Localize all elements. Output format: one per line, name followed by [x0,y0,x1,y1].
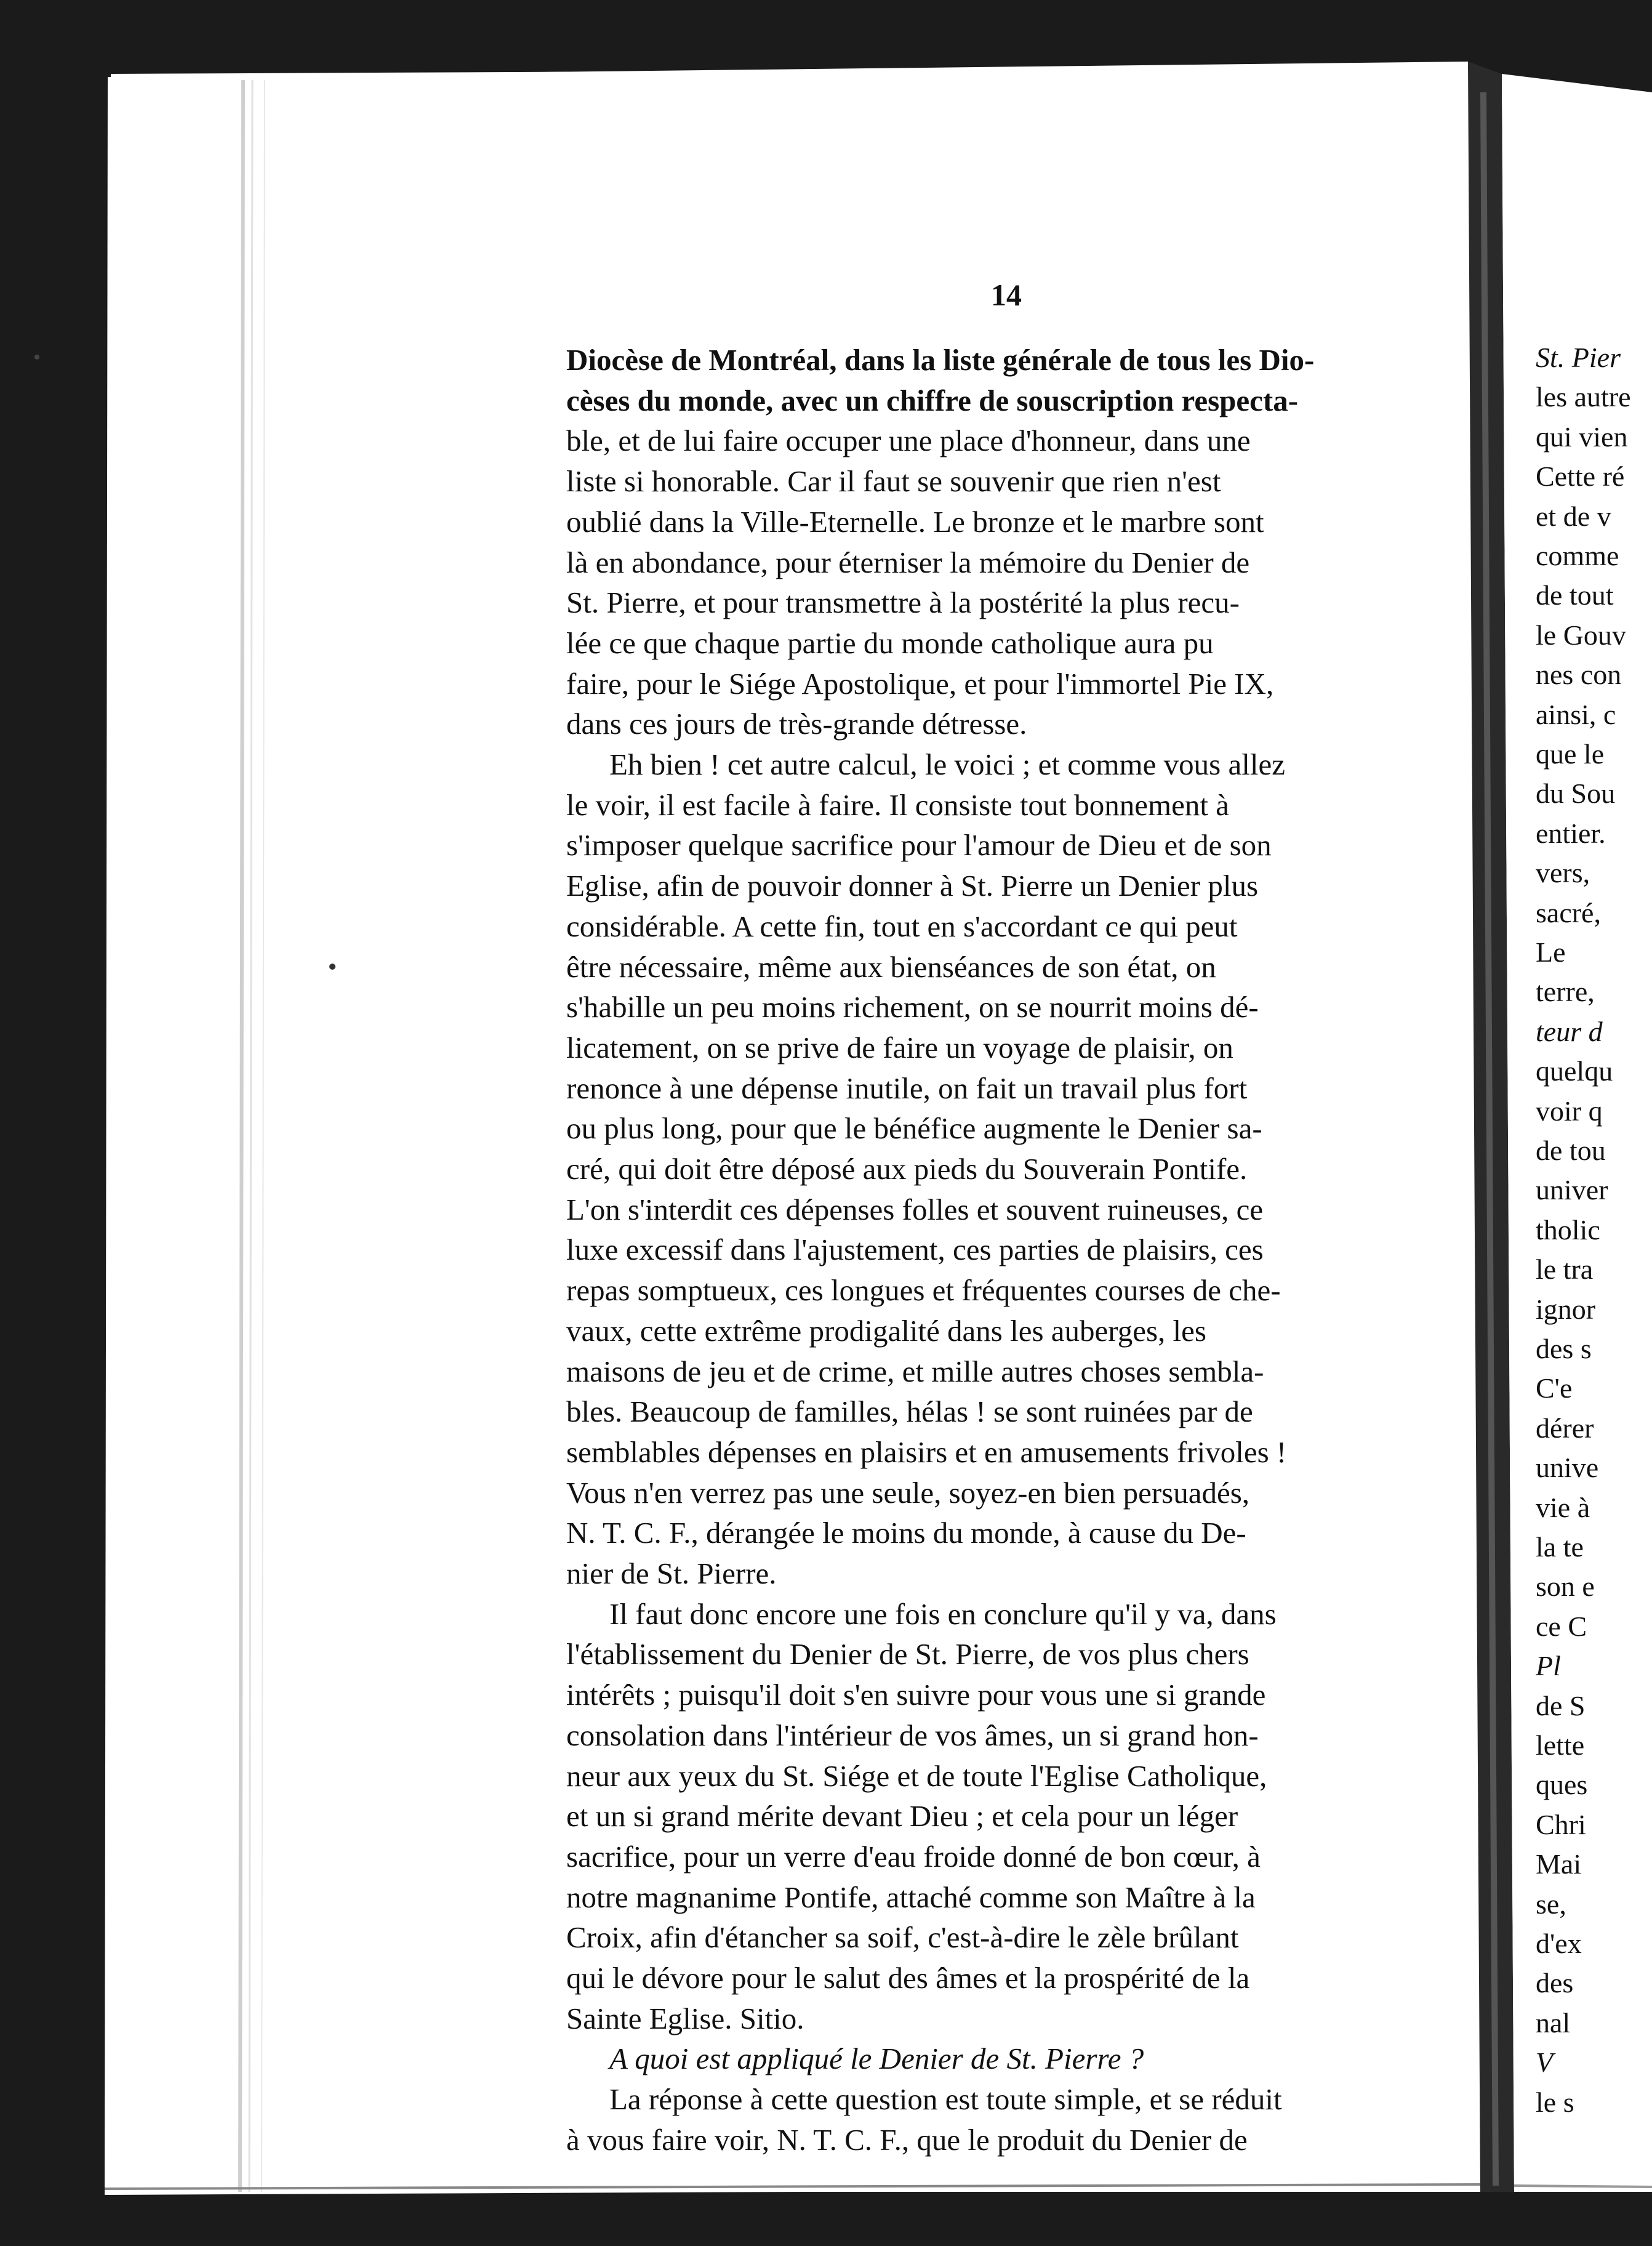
adjacent-text-line: les autre [1536,381,1631,413]
text-line: Il faut donc encore une fois en conclure qu'il y va, dans [609,1596,1277,1631]
text-line: St. Pierre, et pour transmettre à la postérité la plus recu- [566,586,1240,620]
text-line: licatement, on se prive de faire un voyage de plaisir, on [566,1030,1233,1065]
text-line: intérêts ; puisqu'il doit s'en suivre pour vous une si grande [566,1678,1266,1712]
adjacent-text-line: le tra [1536,1254,1594,1286]
adjacent-text-line: Cette ré [1536,461,1625,493]
adjacent-text-line: de tou [1536,1135,1606,1166]
text-line: vaux, cette extrême prodigalité dans les auberges, les [566,1313,1206,1348]
adjacent-text-line: entier. [1536,817,1606,849]
text-line: L'on s'interdit ces dépenses folles et souvent ruineuses, ce [566,1192,1264,1226]
text-line: là en abondance, pour éterniser la mémoire du Denier de [566,545,1250,579]
text-line: et un si grand mérite devant Dieu ; et cela pour un léger [566,1799,1238,1833]
adjacent-text-line: que le [1536,738,1605,770]
adjacent-text-line: dérer [1536,1412,1594,1444]
adjacent-text-line: unive [1536,1452,1599,1484]
text-line: cré, qui doit être déposé aux pieds du Souverain Pontife. [566,1152,1248,1186]
adjacent-text-line: teur d [1536,1015,1603,1047]
text-line: dans ces jours de très-grande détresse. [566,707,1027,741]
adjacent-text-line: vers, [1536,857,1590,889]
text-line: ou plus long, pour que le bénéfice augmente le Denier sa- [566,1111,1262,1146]
adjacent-text-line: univer [1536,1174,1608,1206]
text-line: semblables dépenses en plaisirs et en amusements frivoles ! [566,1435,1287,1469]
adjacent-text-line: d'ex [1536,1928,1582,1959]
adjacent-text-line: voir q [1536,1095,1603,1127]
text-line: qui le dévore pour le salut des âmes et la prospérité de la [566,1961,1250,1995]
adjacent-text-line: son e [1536,1571,1595,1603]
text-line: l'établissement du Denier de St. Pierre, de vos plus chers [566,1637,1249,1672]
text-line: lée ce que chaque partie du monde catholique aura pu [566,626,1214,660]
text-line: le voir, il est facile à faire. Il consiste tout bonnement à [566,787,1230,822]
text-line: Diocèse de Montréal, dans la liste générale de tous les Dio- [566,343,1315,377]
adjacent-text-line: ignor [1536,1293,1596,1325]
text-line: Eh bien ! cet autre calcul, le voici ; et comme vous allez [609,747,1285,781]
adjacent-text-line: C'e [1536,1372,1573,1404]
adjacent-text-line: le s [1536,2086,1574,2118]
text-line: bles. Beaucoup de familles, hélas ! se sont ruinées par de [566,1395,1253,1429]
adjacent-text-line: vie à [1536,1491,1590,1523]
text-line: Croix, afin d'étancher sa soif, c'est-à-dire le zèle brûlant [566,1920,1239,1955]
adjacent-text-line: ainsi, c [1536,698,1616,730]
adjacent-text-line: et de v [1536,500,1611,532]
adjacent-text-line: nal [1536,2007,1571,2039]
text-line: Sainte Eglise. Sitio. [566,2001,804,2035]
adjacent-text-line: Pl [1536,1650,1561,1682]
adjacent-text-line: ce C [1536,1610,1587,1642]
text-line: consolation dans l'intérieur de vos âmes, un si grand hon- [566,1718,1259,1752]
adjacent-text-line: nes con [1536,659,1622,691]
text-line: cèses du monde, avec un chiffre de souscription respecta- [566,383,1299,417]
adjacent-text-line: de tout [1536,579,1614,611]
adjacent-text-line: du Sou [1536,778,1616,810]
text-line: La réponse à cette question est toute simple, et se réduit [609,2082,1282,2117]
adjacent-text-line: ques [1536,1769,1588,1801]
adjacent-text-line: quelqu [1536,1055,1613,1087]
text-line: Vous n'en verrez pas une seule, soyez-en bien persuadés, [566,1475,1250,1510]
text-line: liste si honorable. Car il faut se souvenir que rien n'est [566,464,1221,499]
text-line: oublié dans la Ville-Eternelle. Le bronze et le marbre sont [566,504,1264,539]
adjacent-text-line: sacré, [1536,896,1601,928]
text-line: renonce à une dépense inutile, on fait un travail plus fort [566,1071,1248,1105]
text-line: neur aux yeux du St. Siége et de toute l'Eglise Catholique, [566,1758,1267,1793]
text-line: s'imposer quelque sacrifice pour l'amour de Dieu et de son [566,828,1272,863]
adjacent-text-line: terre, [1536,976,1595,1008]
page-number: 14 [991,278,1022,312]
adjacent-text-line: lette [1536,1729,1585,1761]
text-line: maisons de jeu et de crime, et mille autres choses sembla- [566,1354,1264,1388]
adjacent-text-line: qui vien [1536,421,1628,453]
text-line: luxe excessif dans l'ajustement, ces parties de plaisirs, ces [566,1233,1264,1267]
text-line: être nécessaire, même aux bienséances de son état, on [566,949,1216,984]
adjacent-text-line: V [1536,2047,1554,2079]
text-line: Eglise, afin de pouvoir donner à St. Pierre un Denier plus [566,869,1259,903]
adjacent-text-line: St. Pier [1536,342,1621,373]
adjacent-text-line: la te [1536,1531,1584,1563]
adjacent-text-line: le Gouv [1536,619,1626,651]
adjacent-text-line: Le [1536,936,1566,968]
text-line: considérable. A cette fin, tout en s'accordant ce qui peut [566,909,1238,943]
adjacent-text-line: Chri [1536,1808,1586,1840]
adjacent-text-line: des s [1536,1333,1592,1364]
text-line: sacrifice, pour un verre d'eau froide donné de bon cœur, à [566,1839,1261,1874]
text-line: faire, pour le Siége Apostolique, et pour l'immortel Pie IX, [566,666,1274,701]
text-line: repas somptueux, ces longues et fréquentes courses de che- [566,1273,1281,1308]
adjacent-text-line: se, [1536,1888,1566,1920]
adjacent-text-line: tholic [1536,1214,1600,1246]
adjacent-text-line: Mai [1536,1848,1582,1880]
text-line: A quoi est appliqué le Denier de St. Pierre ? [609,2042,1144,2076]
text-line: ble, et de lui faire occuper une place d'honneur, dans une [566,424,1251,458]
text-line: notre magnanime Pontife, attaché comme son Maître à la [566,1880,1256,1914]
text-line: s'habille un peu moins richement, on se nourrit moins dé- [566,990,1259,1024]
adjacent-text-line: des [1536,1967,1574,1999]
text-line: N. T. C. F., dérangée le moins du monde, à cause du De- [566,1516,1246,1550]
adjacent-text-line: de S [1536,1689,1586,1721]
adjacent-text-line: comme [1536,540,1619,571]
text-line: nier de St. Pierre. [566,1556,777,1590]
text-line: à vous faire voir, N. T. C. F., que le produit du Denier de [566,2122,1248,2157]
